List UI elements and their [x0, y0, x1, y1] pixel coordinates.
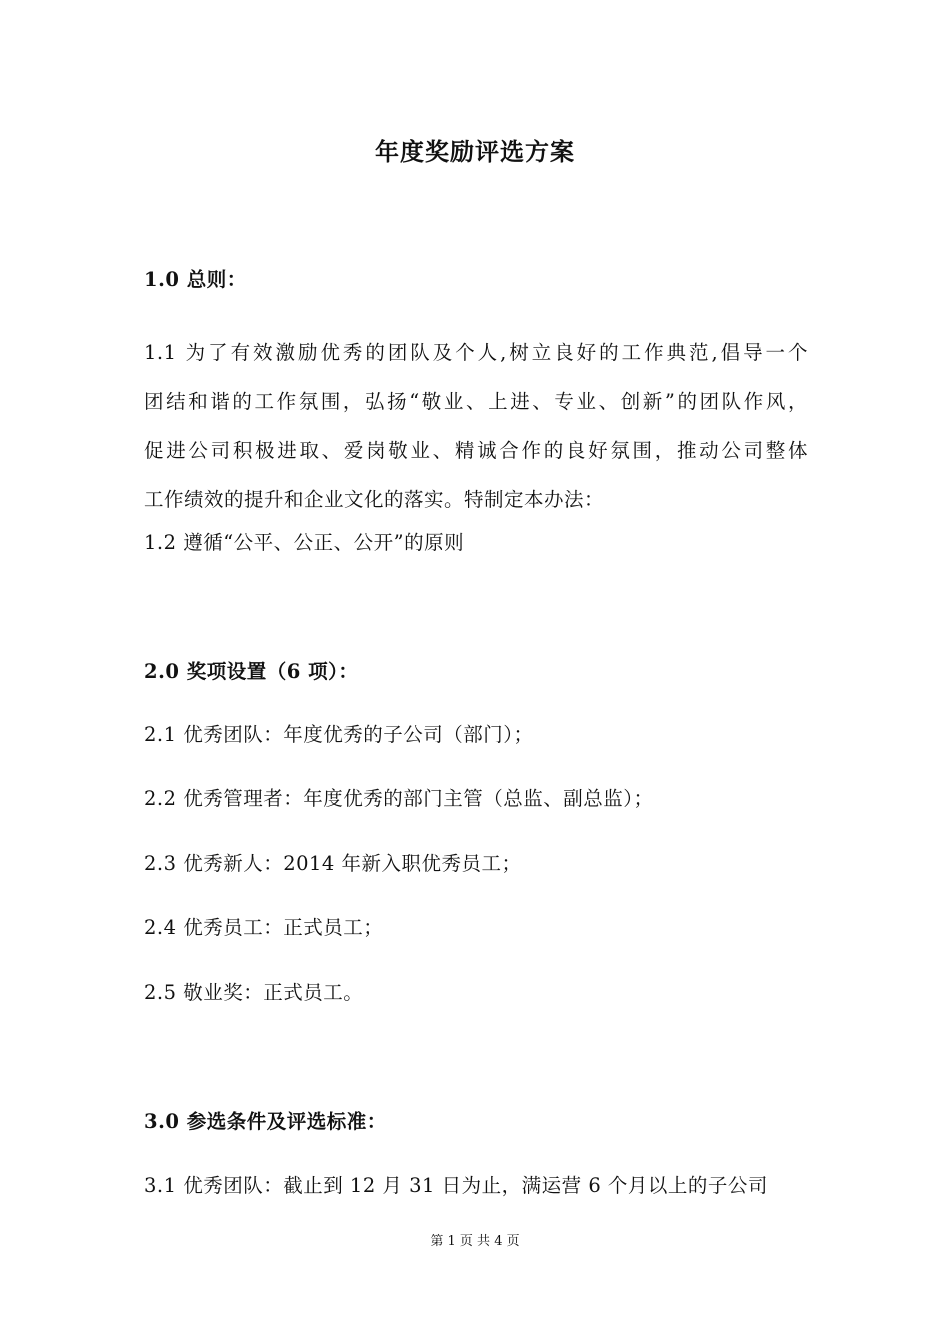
paragraph-3-1: 3.1 优秀团队：截止到 12 月 31 日为止，满运营 6 个月以上的子公司	[144, 1174, 768, 1197]
document-title: 年度奖励评选方案	[375, 137, 575, 166]
paragraph-line: 工作绩效的提升和企业文化的落实。特制定本办法：	[144, 488, 605, 511]
paragraph-line: 促进公司积极进取、爱岗敬业、精诚合作的良好氛围，推动公司整体	[144, 439, 808, 462]
list-item: 2.3 优秀新人：2014 年新入职优秀员工；	[144, 852, 522, 875]
paragraph-line: 团结和谐的工作氛围，弘扬“敬业、上进、专业、创新”的团队作风，	[144, 390, 808, 413]
section-heading-3: 3.0 参选条件及评选标准：	[144, 1110, 387, 1133]
paragraph-1-2: 1.2 遵循“公平、公正、公开”的原则	[144, 531, 465, 554]
list-item: 2.2 优秀管理者：年度优秀的部门主管（总监、副总监）；	[144, 787, 654, 810]
list-item: 2.4 优秀员工：正式员工；	[144, 916, 384, 939]
section-heading-2: 2.0 奖项设置（6 项）：	[144, 660, 359, 683]
page-number-footer: 第 1 页 共 4 页	[430, 1234, 520, 1249]
list-item: 2.5 敬业奖：正式员工。	[144, 981, 364, 1004]
paragraph-1-1	[144, 328, 808, 524]
paragraph-line: 1.1 为了有效激励优秀的团队及个人,树立良好的工作典范,倡导一个	[144, 341, 808, 364]
section-heading-1: 1.0 总则：	[144, 268, 247, 291]
list-item: 2.1 优秀团队：年度优秀的子公司（部门）；	[144, 723, 534, 746]
